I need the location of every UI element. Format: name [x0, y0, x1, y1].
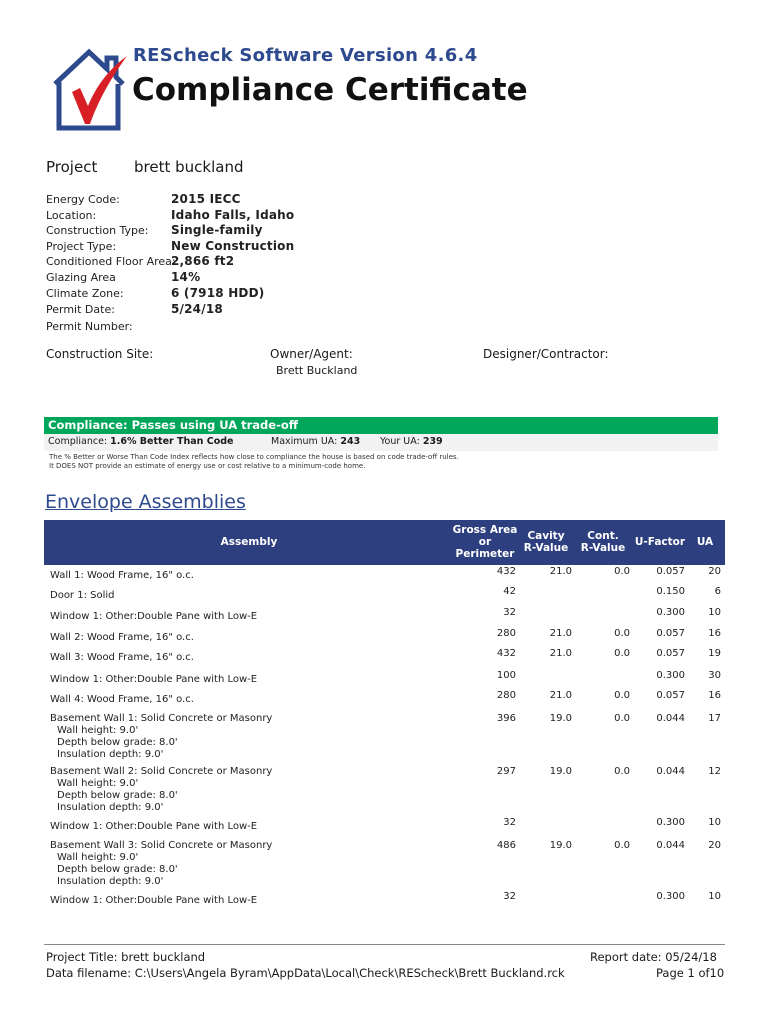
u-factor: 0.057 [656, 628, 685, 639]
rescheck-logo-icon [50, 44, 128, 134]
compliance-index [48, 436, 233, 447]
u-factor: 0.057 [656, 690, 685, 701]
ua: 10 [708, 817, 721, 828]
page-title: Compliance Certificate [132, 72, 528, 108]
software-version: REScheck Software Version 4.6.4 [133, 45, 478, 66]
gross-area: 32 [503, 817, 516, 828]
cont-r: 0.0 [614, 690, 630, 701]
envelope-heading: Envelope Assemblies [45, 491, 246, 513]
compliance-index-value: 1.6% Better Than Code [110, 436, 234, 447]
compliance-summary-row [44, 434, 718, 451]
gross-area: 486 [496, 840, 516, 851]
owner-agent-label: Owner/Agent: [270, 347, 353, 361]
u-factor: 0.150 [656, 586, 685, 597]
ua: 16 [708, 628, 721, 639]
col-cavity-line1: Cavity [527, 530, 565, 542]
gross-area: 280 [496, 628, 516, 639]
cavity-r: 19.0 [549, 766, 572, 777]
ua: 10 [708, 607, 721, 618]
assembly-detail: Wall height: 9.0' [57, 725, 139, 736]
info-label: Energy Code: [46, 193, 120, 206]
col-ua: UA [696, 536, 714, 548]
cavity-r: 19.0 [549, 840, 572, 851]
assembly-name: Window 1: Other:Double Pane with Low-E [50, 821, 258, 832]
col-u-factor: U-Factor [634, 536, 686, 548]
ua: 20 [708, 840, 721, 851]
assembly-detail: Insulation depth: 9.0' [57, 876, 164, 887]
info-value: Idaho Falls, Idaho [171, 208, 295, 222]
u-factor: 0.057 [656, 648, 685, 659]
gross-area: 432 [496, 566, 516, 577]
info-label: Project Type: [46, 240, 117, 253]
u-factor: 0.057 [656, 566, 685, 577]
ua: 10 [708, 891, 721, 902]
cont-r: 0.0 [614, 648, 630, 659]
compliance-status-bar [44, 417, 718, 434]
col-gross-area [448, 524, 522, 560]
assembly-name: Window 1: Other:Double Pane with Low-E [50, 611, 258, 622]
info-value: 2,866 ft2 [171, 254, 235, 268]
gross-area: 32 [503, 607, 516, 618]
cont-r: 0.0 [614, 766, 630, 777]
cont-r: 0.0 [614, 628, 630, 639]
footer-data-filename: Data filename: C:\Users\Angela Byram\AppData\Local\Check\REScheck\Brett Buckland.rck [46, 966, 565, 980]
u-factor: 0.300 [656, 607, 685, 618]
info-label: Glazing Area [46, 271, 116, 284]
ua: 30 [708, 670, 721, 681]
col-cavity-r [518, 530, 574, 554]
assembly-name: Window 1: Other:Double Pane with Low-E [50, 674, 258, 685]
u-factor: 0.044 [656, 713, 685, 724]
assembly-name: Wall 2: Wood Frame, 16" o.c. [50, 632, 194, 643]
compliance-note-line1: The % Better or Worse Than Code Index reflects how close to compliance the house is based on code trade-off rules. [49, 453, 459, 461]
gross-area: 396 [496, 713, 516, 724]
construction-site-label: Construction Site: [46, 347, 154, 361]
info-value: 14% [171, 270, 201, 284]
assembly-name: Window 1: Other:Double Pane with Low-E [50, 895, 258, 906]
your-ua-label: Your UA: [380, 436, 420, 447]
info-label: Location: [46, 209, 97, 222]
project-name: brett buckland [134, 158, 244, 176]
col-gross-line2: or [478, 536, 492, 548]
maximum-ua-label: Maximum UA: [271, 436, 338, 447]
gross-area: 42 [503, 586, 516, 597]
assembly-name: Door 1: Solid [50, 590, 115, 601]
info-value: 6 (7918 HDD) [171, 286, 265, 300]
cont-r: 0.0 [614, 713, 630, 724]
footer-report-date: Report date: 05/24/18 [590, 950, 717, 964]
info-label: Permit Number: [46, 320, 133, 333]
compliance-note-line2: It DOES NOT provide an estimate of energy use or cost relative to a minimum-code home. [49, 462, 366, 470]
footer-page-number: Page 1 of10 [656, 966, 725, 980]
cavity-r: 21.0 [549, 648, 572, 659]
info-label: Construction Type: [46, 224, 149, 237]
info-value: New Construction [171, 239, 295, 253]
footer-project-title: Project Title: brett buckland [46, 950, 206, 964]
cavity-r: 21.0 [549, 690, 572, 701]
gross-area: 280 [496, 690, 516, 701]
gross-area: 32 [503, 891, 516, 902]
u-factor: 0.300 [656, 817, 685, 828]
info-value: Single-family [171, 223, 263, 237]
cont-r: 0.0 [614, 566, 630, 577]
col-cont-r [576, 530, 630, 554]
your-ua [380, 436, 443, 447]
assembly-name: Basement Wall 3: Solid Concrete or Masonry Wall height: 9.0' Depth below grade: 8.0' Insulation depth: 9.0' [50, 840, 273, 887]
ua: 6 [714, 586, 721, 597]
gross-area: 100 [496, 670, 516, 681]
gross-area: 297 [496, 766, 516, 777]
u-factor: 0.044 [656, 840, 685, 851]
info-value: 2015 IECC [171, 192, 241, 206]
owner-agent-name: Brett Buckland [276, 364, 358, 377]
info-value: 5/24/18 [171, 302, 223, 316]
ua: 16 [708, 690, 721, 701]
ua: 17 [708, 713, 721, 724]
assembly-detail: Insulation depth: 9.0' [57, 802, 164, 813]
project-label: Project [46, 158, 98, 176]
gross-area: 432 [496, 648, 516, 659]
maximum-ua [271, 436, 360, 447]
col-gross-line3: Perimeter [455, 548, 515, 560]
assembly-detail: Depth below grade: 8.0' [57, 864, 178, 875]
cavity-r: 21.0 [549, 566, 572, 577]
cavity-r: 21.0 [549, 628, 572, 639]
ua: 20 [708, 566, 721, 577]
cavity-r: 19.0 [549, 713, 572, 724]
u-factor: 0.300 [656, 891, 685, 902]
col-gross-line1: Gross Area [452, 524, 518, 536]
assembly-name: Basement Wall 2: Solid Concrete or Masonry Wall height: 9.0' Depth below grade: 8.0' Insulation depth: 9.0' [50, 766, 273, 813]
col-assembly: Assembly [220, 536, 278, 548]
compliance-index-label: Compliance: [48, 436, 108, 447]
footer-divider [44, 944, 725, 945]
designer-contractor-label: Designer/Contractor: [483, 347, 609, 361]
your-ua-value: 239 [422, 436, 443, 447]
col-cavity-line2: R-Value [523, 542, 569, 554]
col-cont-line1: Cont. [587, 530, 619, 542]
ua: 19 [708, 648, 721, 659]
compliance-status-text: Compliance: Passes using UA trade-off [48, 418, 299, 432]
info-label: Climate Zone: [46, 287, 124, 300]
info-label: Permit Date: [46, 303, 115, 316]
ua: 12 [708, 766, 721, 777]
assembly-name: Wall 4: Wood Frame, 16" o.c. [50, 694, 194, 705]
assembly-name: Wall 3: Wood Frame, 16" o.c. [50, 652, 194, 663]
envelope-table-header [44, 520, 725, 565]
assembly-name: Wall 1: Wood Frame, 16" o.c. [50, 570, 194, 581]
assembly-detail: Insulation depth: 9.0' [57, 749, 164, 760]
u-factor: 0.300 [656, 670, 685, 681]
assembly-detail: Depth below grade: 8.0' [57, 790, 178, 801]
assembly-detail: Wall height: 9.0' [57, 852, 139, 863]
cont-r: 0.0 [614, 840, 630, 851]
assembly-name: Basement Wall 1: Solid Concrete or Masonry Wall height: 9.0' Depth below grade: 8.0' Insulation depth: 9.0' [50, 713, 273, 760]
assembly-detail: Depth below grade: 8.0' [57, 737, 178, 748]
info-label: Conditioned Floor Area: [46, 255, 176, 268]
col-cont-line2: R-Value [580, 542, 626, 554]
assembly-detail: Wall height: 9.0' [57, 778, 139, 789]
u-factor: 0.044 [656, 766, 685, 777]
maximum-ua-value: 243 [340, 436, 361, 447]
